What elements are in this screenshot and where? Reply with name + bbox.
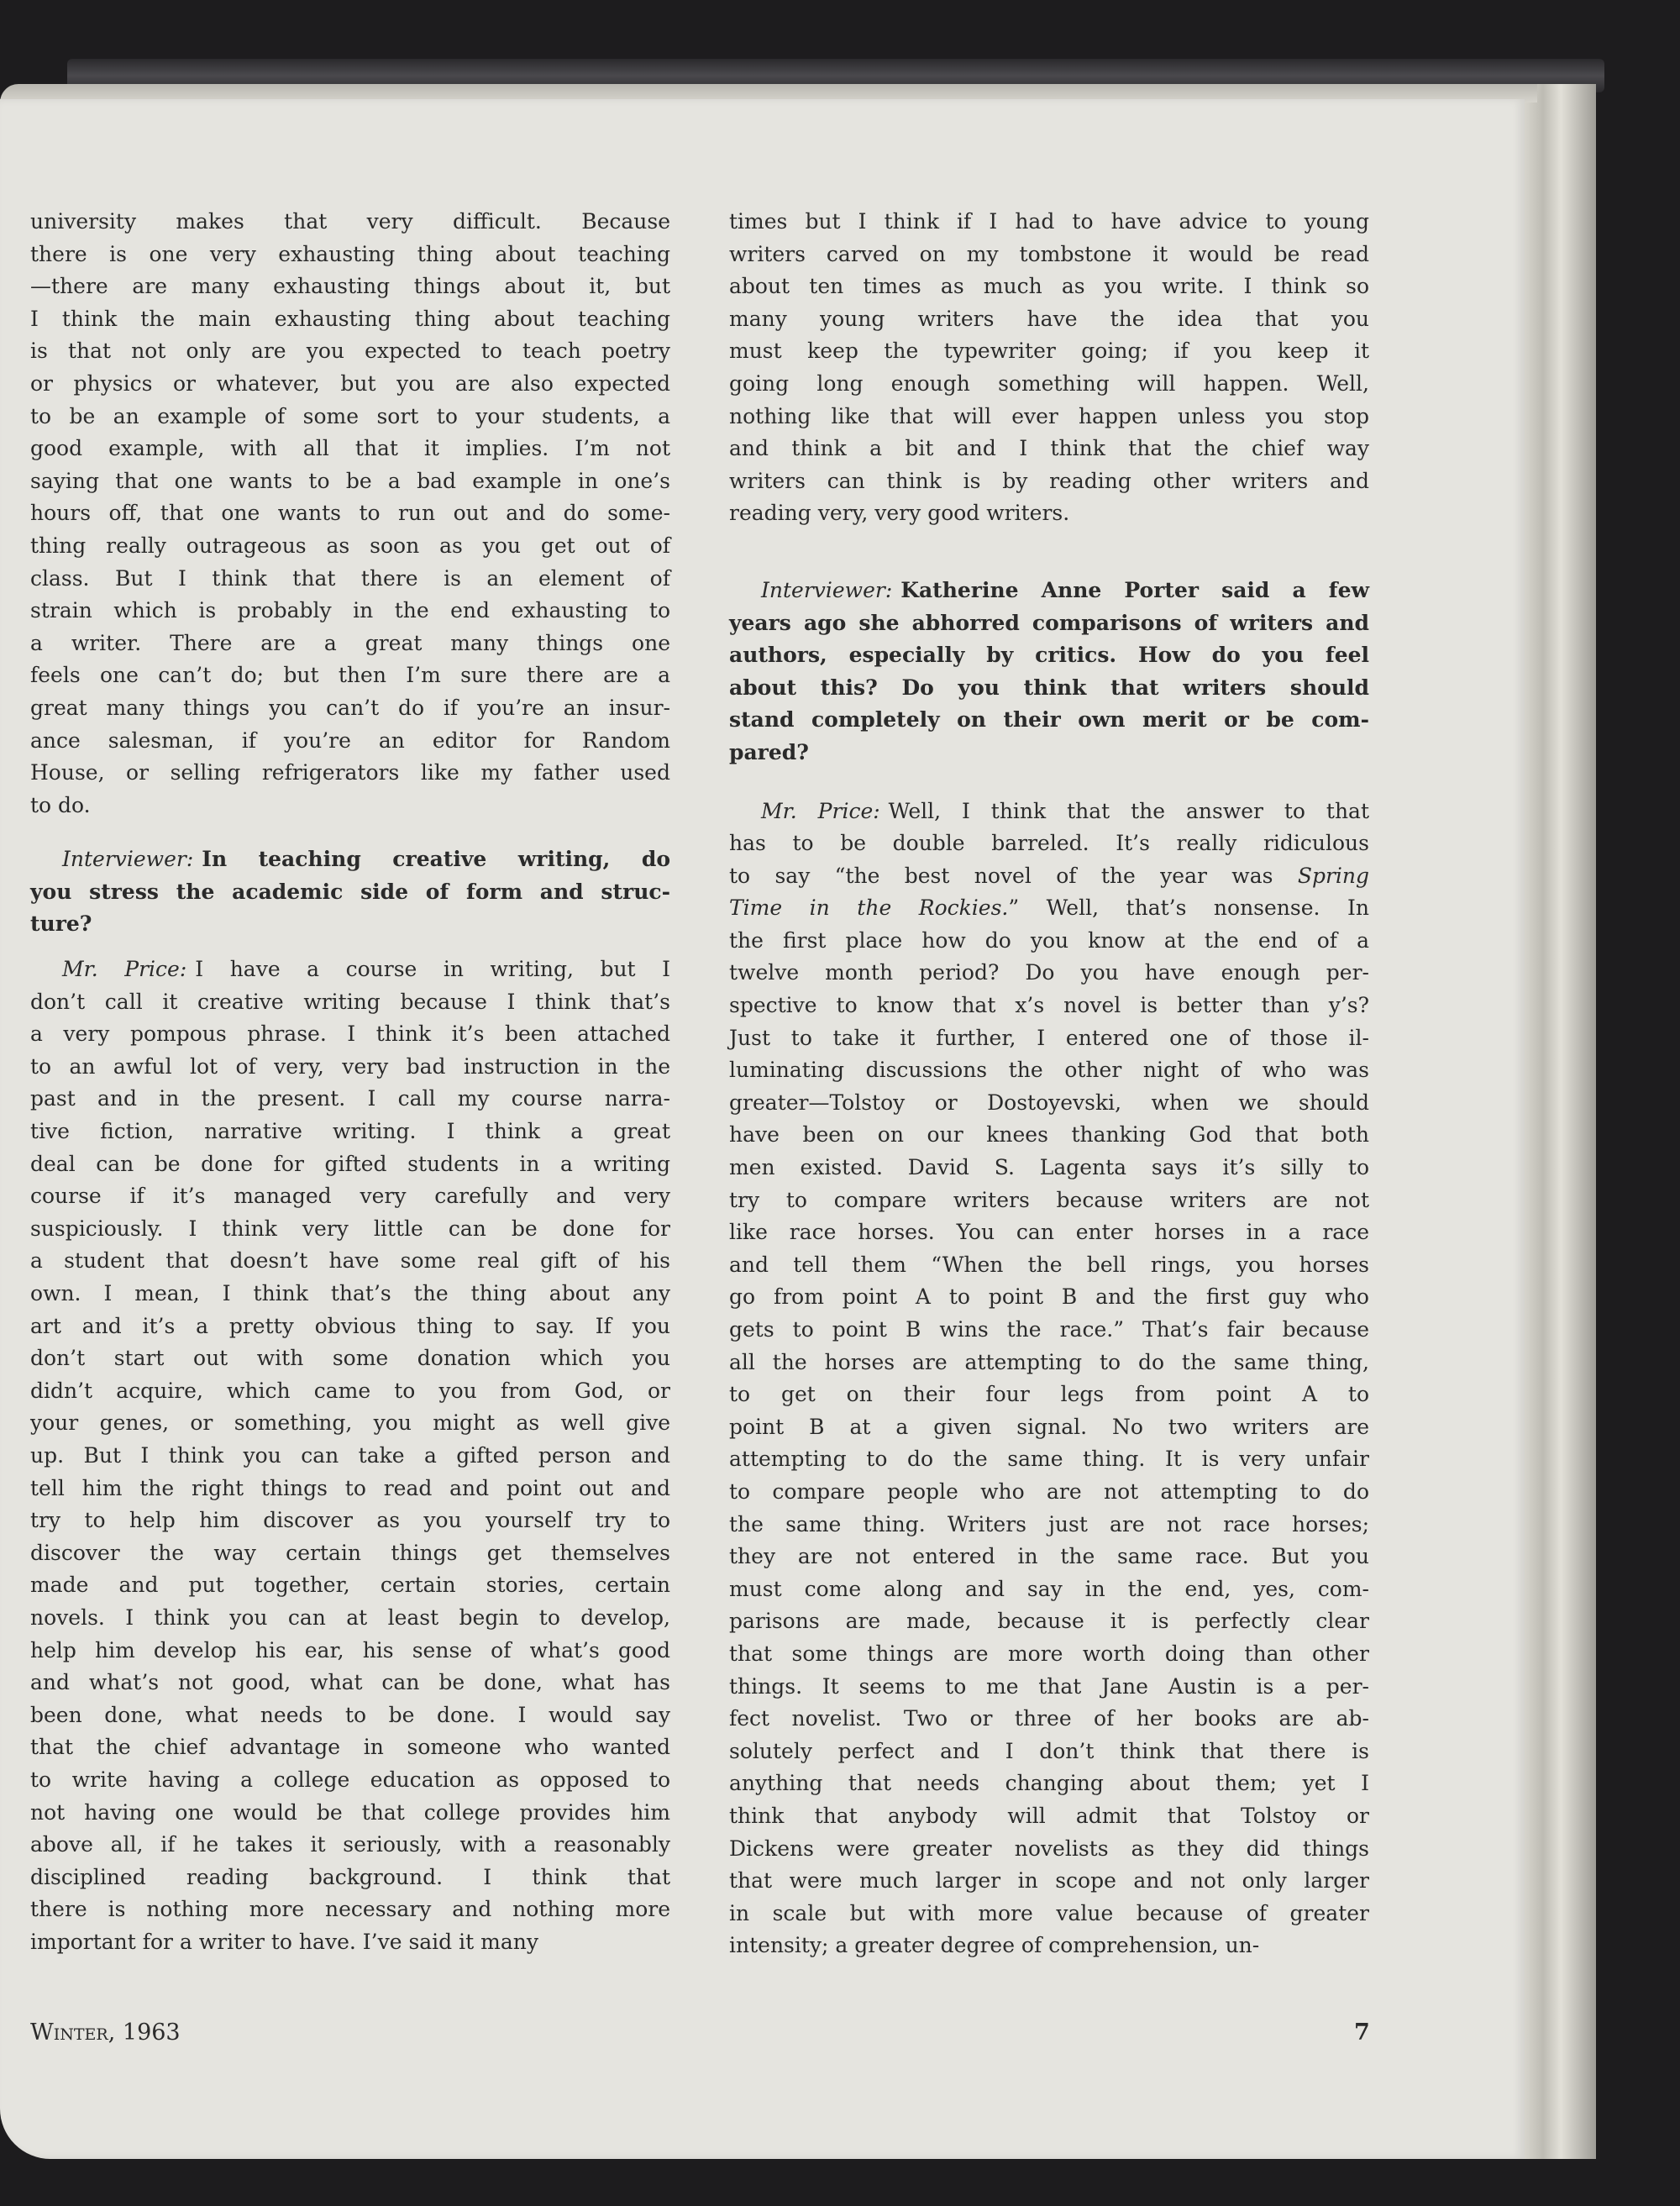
text-line [30, 1278, 670, 1310]
paragraph-gap [729, 530, 1369, 575]
text-line [30, 1699, 670, 1732]
text-line [729, 957, 1369, 990]
text-line [729, 1022, 1369, 1055]
answer-paragraph [729, 206, 1369, 530]
text-line [30, 1375, 670, 1408]
line-text: tell him the right things to read and point out and [30, 1475, 670, 1500]
text-segment: ” Well, that’s nonsense. In [1008, 896, 1369, 921]
page-number: 7 [1354, 2020, 1370, 2046]
line-text: course if it’s managed very carefully and very [30, 1184, 670, 1209]
line-text: about ten times as much as you write. I think so [729, 274, 1369, 299]
line-text: thing really outrageous as soon as you get out of [30, 533, 670, 558]
line-text: own. I mean, I think that’s the thing about any [30, 1281, 670, 1305]
line-text: authors, especially by critics. How do you feel [729, 643, 1369, 668]
text-line [30, 1116, 670, 1148]
text-line [30, 843, 670, 876]
text-line [729, 206, 1369, 239]
line-text: greater—Tolstoy or Dostoyevski, when we should [729, 1090, 1369, 1115]
line-text: attempting to do the same thing. It is very unfair [729, 1447, 1369, 1472]
text-line [30, 206, 670, 239]
text-line [30, 1764, 670, 1797]
text-line [729, 1509, 1369, 1542]
line-text: Well, I think that the answer to that [888, 798, 1369, 823]
italic-title: Spring [1297, 863, 1369, 888]
line-text: ture? [30, 911, 92, 937]
speaker-label: Mr. Price: [761, 798, 880, 823]
text-line [30, 757, 670, 790]
line-text: going long enough something will happen. Well, [729, 370, 1369, 396]
text-line [30, 303, 670, 336]
line-text: and what’s not good, what can be done, what has [30, 1670, 670, 1695]
text-line [729, 497, 1369, 530]
text-line [729, 1703, 1369, 1736]
line-text: saying that one wants to be a bad example in one’s [30, 468, 670, 493]
text-line [30, 595, 670, 628]
line-text: luminating discussions the other night of who was [729, 1058, 1369, 1083]
text-line [729, 433, 1369, 465]
text-line [729, 303, 1369, 336]
text-line [729, 1541, 1369, 1573]
line-text: to be an example of some sort to your students, a [30, 403, 670, 428]
text-line [30, 1148, 670, 1181]
text-line [30, 1862, 670, 1894]
text-line [729, 1411, 1369, 1444]
text-line [729, 1281, 1369, 1314]
line-text: they are not entered in the same race. But you [729, 1544, 1369, 1569]
text-line [729, 860, 1369, 893]
line-text: didn’t acquire, which came to you from God, or [30, 1378, 670, 1403]
text-line [30, 908, 670, 941]
text-line [729, 1605, 1369, 1638]
line-text: past and in the present. I call my course narra- [30, 1086, 670, 1111]
line-text: —there are many exhausting things about it, but [30, 274, 670, 299]
text-line [30, 1051, 670, 1084]
line-text: novels. I think you can at least begin to develop, [30, 1605, 670, 1630]
text-line [729, 1054, 1369, 1087]
text-line [30, 335, 670, 368]
line-text: made and put together, certain stories, certain [30, 1573, 670, 1598]
answer-paragraph [729, 796, 1369, 1962]
interviewer-question [729, 575, 1369, 769]
text-line [30, 1893, 670, 1926]
text-line [729, 1671, 1369, 1704]
text-line [30, 1829, 670, 1862]
text-line [30, 1473, 670, 1505]
line-text: intensity; a greater degree of comprehension, un- [729, 1933, 1260, 1958]
text-line [729, 368, 1369, 401]
line-text: try to help him discover as you yourself try to [30, 1508, 670, 1533]
text-line [729, 892, 1369, 925]
right-column [729, 206, 1369, 1962]
line-text: that the chief advantage in someone who wanted [30, 1735, 670, 1760]
line-text: a writer. There are a great many things one [30, 630, 670, 655]
line-text: a very pompous phrase. I think it’s been attached [30, 1022, 670, 1047]
text-line [729, 1736, 1369, 1768]
text-line [30, 659, 670, 692]
line-text: up. But I think you can take a gifted person and [30, 1442, 670, 1468]
text-line [30, 1731, 670, 1764]
line-text: there is nothing more necessary and nothing more [30, 1897, 670, 1922]
line-text: try to compare writers because writers are not [729, 1187, 1369, 1212]
text-line [30, 465, 670, 498]
line-text: Just to take it further, I entered one of those il- [729, 1025, 1369, 1050]
line-text: twelve month period? Do you have enough per- [729, 960, 1369, 985]
text-line [729, 1216, 1369, 1249]
text-line [30, 692, 670, 725]
text-line [729, 1767, 1369, 1800]
text-line [30, 497, 670, 530]
text-line [729, 1087, 1369, 1120]
text-line [729, 704, 1369, 737]
line-text: anything that needs changing about them; yet I [729, 1771, 1369, 1796]
text-line [729, 990, 1369, 1022]
text-line [729, 639, 1369, 672]
line-text: writers can think is by reading other writers and [729, 468, 1369, 493]
text-line [30, 1245, 670, 1278]
text-line [729, 270, 1369, 303]
line-text: has to be double barreled. It’s really ridiculous [729, 831, 1369, 856]
line-text: to do. [30, 792, 91, 817]
text-line [30, 790, 670, 822]
text-line [30, 986, 670, 1019]
text-line [729, 1184, 1369, 1217]
answer-paragraph [30, 953, 670, 1958]
line-text: think that anybody will admit that Tolstoy or [729, 1803, 1369, 1828]
line-text: don’t start out with some donation which you [30, 1346, 670, 1371]
line-text: the same thing. Writers just are not race horses; [729, 1511, 1369, 1536]
line-text: to an awful lot of very, very bad instruction in the [30, 1053, 670, 1079]
line-text: writers carved on my tombstone it would be read [729, 241, 1369, 266]
line-text: hours off, that one wants to run out and do some- [30, 501, 670, 526]
line-text: great many things you can’t do if you’re an insur- [30, 695, 670, 720]
text-line [30, 1310, 670, 1343]
text-line [729, 1930, 1369, 1962]
line-text: fect novelist. Two or three of her books are ab- [729, 1706, 1369, 1731]
text-line [729, 1638, 1369, 1671]
line-text: about this? Do you think that writers should [729, 675, 1369, 700]
line-text: important for a writer to have. I’ve said it many [30, 1929, 538, 1954]
text-line [30, 368, 670, 401]
text-line [30, 1569, 670, 1602]
line-text: Katherine Anne Porter said a few [900, 577, 1369, 602]
line-text: pared? [729, 739, 809, 764]
text-line [30, 1342, 670, 1375]
line-text: deal can be done for gifted students in a writing [30, 1151, 670, 1176]
line-text: House, or selling refrigerators like my father used [30, 760, 670, 785]
line-text: there is one very exhausting thing about teaching [30, 241, 670, 266]
text-line [729, 925, 1369, 958]
text-line [30, 876, 670, 909]
interviewer-question [30, 843, 670, 941]
text-line [729, 465, 1369, 498]
line-text: solutely perfect and I don’t think that there is [729, 1738, 1369, 1763]
paragraph-gap [30, 941, 670, 953]
line-text: the first place how do you know at the end of a [729, 927, 1369, 953]
text-line [729, 1314, 1369, 1347]
answer-paragraph [30, 206, 670, 822]
line-text: spective to know that x’s novel is better than y’s? [729, 993, 1369, 1018]
text-line [30, 1440, 670, 1473]
line-text: in scale but with more value because of greater [729, 1900, 1369, 1925]
line-text: feels one can’t do; but then I’m sure there are a [30, 663, 670, 688]
line-text: ance salesman, if you’re an editor for Random [30, 727, 670, 753]
line-text: times but I think if I had to have advice to young [729, 209, 1369, 234]
text-line [729, 1800, 1369, 1833]
text-line [729, 575, 1369, 607]
line-text: strain which is probably in the end exhausting to [30, 598, 670, 623]
line-text: university makes that very difficult. Because [30, 209, 670, 234]
text-line [729, 607, 1369, 640]
line-text: suspiciously. I think very little can be done for [30, 1216, 670, 1241]
text-line [30, 1180, 670, 1213]
speaker-label: Interviewer: [62, 847, 194, 872]
line-text: a student that doesn’t have some real gift of his [30, 1248, 670, 1274]
line-text: I have a course in writing, but I [195, 957, 671, 982]
left-column [30, 206, 670, 1958]
text-line [729, 796, 1369, 828]
text-line [30, 628, 670, 660]
text-line [30, 1083, 670, 1116]
line-text: your genes, or something, you might as well give [30, 1410, 670, 1436]
text-line [729, 1898, 1369, 1930]
text-line [729, 1476, 1369, 1509]
line-text: class. But I think that there is an element of [30, 565, 670, 591]
line-text: been done, what needs to be done. I would say [30, 1702, 670, 1727]
text-line [30, 401, 670, 433]
text-line [729, 1865, 1369, 1898]
text-line [729, 1119, 1369, 1152]
text-segment: to say “the best novel of the year was [729, 863, 1298, 888]
paragraph-gap [30, 822, 670, 843]
text-line [30, 1635, 670, 1668]
text-line [30, 270, 670, 303]
line-text: must keep the typewriter going; if you keep it [729, 339, 1369, 364]
line-text: not having one would be that college provides him [30, 1799, 670, 1825]
line-text: go from point A to point B and the first guy who [729, 1284, 1369, 1310]
text-line [729, 239, 1369, 271]
line-text: all the horses are attempting to do the same thing, [729, 1349, 1369, 1374]
text-line [729, 1347, 1369, 1379]
text-line [30, 1537, 670, 1570]
line-text: things. It seems to me that Jane Austin is a per- [729, 1673, 1369, 1699]
footer-issue: Winter, 1963 [30, 2020, 181, 2046]
text-line [30, 1667, 670, 1699]
line-text: to compare people who are not attempting to do [729, 1479, 1369, 1504]
line-text: parisons are made, because it is perfectly clear [729, 1609, 1369, 1634]
text-line [729, 672, 1369, 705]
line-text: Dickens were greater novelists as they did things [729, 1836, 1369, 1861]
line-text: many young writers have the idea that you [729, 306, 1369, 331]
text-line [729, 1152, 1369, 1184]
line-text: to get on their four legs from point A to [729, 1382, 1369, 1407]
line-text: don’t call it creative writing because I think that’s [30, 989, 670, 1014]
line-text: that some things are more worth doing than other [729, 1641, 1369, 1666]
line-text: stand completely on their own merit or be com- [729, 707, 1369, 733]
italic-title: Time in the Rockies. [729, 896, 1009, 921]
line-text: like race horses. You can enter horses in a race [729, 1220, 1369, 1245]
line-text: to write having a college education as opposed to [30, 1767, 670, 1792]
speaker-label: Interviewer: [761, 577, 893, 602]
text-line [30, 1213, 670, 1246]
text-line [30, 530, 670, 563]
line-text: have been on our knees thanking God that both [729, 1122, 1369, 1148]
line-text: point B at a given signal. No two writers are [729, 1414, 1369, 1439]
text-line [30, 433, 670, 465]
line-text: men existed. David S. Lagenta says it’s silly to [729, 1155, 1369, 1180]
text-line [30, 953, 670, 986]
text-line [30, 1926, 670, 1959]
line-text: In teaching creative writing, do [202, 847, 670, 872]
text-line [729, 1833, 1369, 1866]
line-text: reading very, very good writers. [729, 501, 1070, 526]
text-line [729, 1443, 1369, 1476]
text-line [30, 239, 670, 271]
line-text: or physics or whatever, but you are also expected [30, 370, 670, 396]
line-text: gets to point B wins the race.” That’s fair because [729, 1317, 1369, 1342]
line-text: discover the way certain things get themselves [30, 1540, 670, 1565]
text-line [30, 1407, 670, 1440]
text-line [729, 737, 1369, 769]
paragraph-gap [729, 769, 1369, 796]
text-line [729, 1249, 1369, 1282]
speaker-label: Mr. Price: [62, 957, 187, 982]
text-line [30, 563, 670, 596]
text-line [30, 725, 670, 758]
line-text: and tell them “When the bell rings, you horses [729, 1252, 1369, 1277]
text-line [729, 401, 1369, 433]
line-text: good example, with all that it implies. I’m not [30, 436, 670, 461]
line-text: tive fiction, narrative writing. I think a great [30, 1119, 670, 1144]
line-text: you stress the academic side of form and struc- [30, 879, 670, 904]
line-text: art and it’s a pretty obvious thing to say. If you [30, 1313, 670, 1338]
line-text: that were much larger in scope and not only larger [729, 1868, 1369, 1893]
line-text: must come along and say in the end, yes, com- [729, 1576, 1369, 1601]
text-line [30, 1018, 670, 1051]
line-text: disciplined reading background. I think that [30, 1864, 670, 1889]
text-line [30, 1602, 670, 1635]
text-line [30, 1797, 670, 1830]
text-line [729, 827, 1369, 860]
line-text: years ago she abhorred comparisons of writers and [729, 610, 1369, 635]
line-text: above all, if he takes it seriously, with a reasonably [30, 1832, 670, 1857]
text-line [729, 1379, 1369, 1411]
text-line [30, 1505, 670, 1537]
line-text: is that not only are you expected to teach poetry [30, 339, 670, 364]
line-text: help him develop his ear, his sense of what’s good [30, 1637, 670, 1662]
line-text: nothing like that will ever happen unless you stop [729, 403, 1369, 428]
text-line [729, 1573, 1369, 1606]
line-text: I think the main exhausting thing about teaching [30, 306, 670, 331]
text-line [729, 335, 1369, 368]
line-text: and think a bit and I think that the chief way [729, 436, 1369, 461]
